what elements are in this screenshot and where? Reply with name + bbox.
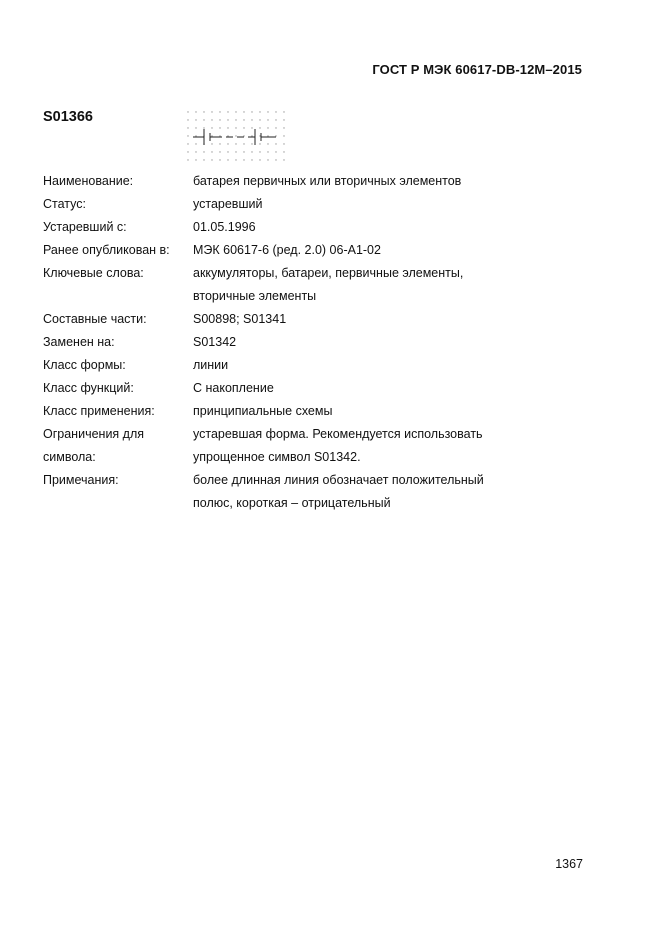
field-value (193, 262, 523, 308)
field-label: Наименование: (43, 174, 134, 188)
field-value-line: упрощенное символ S01342. (193, 450, 361, 464)
info-row (43, 354, 523, 377)
field-value (193, 446, 523, 469)
info-row (43, 170, 523, 193)
info-row (43, 423, 523, 446)
field-label: Класс применения: (43, 404, 155, 418)
info-row (43, 262, 523, 308)
field-value (193, 354, 523, 377)
field-value-line: линии (193, 358, 229, 372)
field-value (193, 469, 523, 515)
field-value-line: C накопление (193, 381, 274, 395)
field-value-line: 01.05.1996 (193, 220, 256, 234)
field-value (193, 170, 523, 193)
field-value (193, 423, 523, 446)
field-label: символа: (43, 450, 96, 464)
info-row (43, 377, 523, 400)
info-row (43, 239, 523, 262)
info-row (43, 469, 523, 515)
field-value-line: принципиальные схемы (193, 404, 333, 418)
field-label: Класс формы: (43, 358, 126, 372)
symbol-info-table (43, 170, 523, 515)
field-label: Статус: (43, 197, 86, 211)
info-row (43, 331, 523, 354)
field-value-line: устаревшая форма. Рекомендуется использовать (193, 427, 483, 441)
field-label: Устаревший с: (43, 220, 127, 234)
page-number: 1367 (555, 857, 583, 871)
field-value-line: более длинная линия обозначает положительный (193, 473, 484, 487)
info-row (43, 308, 523, 331)
info-row (43, 193, 523, 216)
field-value (193, 400, 523, 423)
field-value-line: S01342 (193, 335, 237, 349)
info-row (43, 216, 523, 239)
field-value (193, 216, 523, 239)
field-value (193, 331, 523, 354)
field-value (193, 193, 523, 216)
field-value-line: устаревший (193, 197, 263, 211)
field-label: Ключевые слова: (43, 266, 144, 280)
field-value-line: батарея первичных или вторичных элементов (193, 174, 462, 188)
field-label: Примечания: (43, 473, 119, 487)
field-value (193, 239, 523, 262)
document-standard-header: ГОСТ Р МЭК 60617-DB-12M–2015 (372, 62, 582, 77)
field-value-line: аккумуляторы, батареи, первичные элементы, (193, 266, 464, 280)
field-value-line: полюс, короткая – отрицательный (193, 496, 391, 510)
symbol-code: S01366 (43, 109, 93, 125)
field-value (193, 377, 523, 400)
field-value-line: S00898; S01341 (193, 312, 287, 326)
field-value-line: вторичные элементы (193, 289, 317, 303)
field-label: Ограничения для (43, 427, 145, 441)
battery-symbol-lines (193, 129, 276, 145)
info-row (43, 400, 523, 423)
field-label: Класс функций: (43, 381, 134, 395)
info-row (43, 446, 523, 469)
battery-symbol-icon (184, 108, 294, 166)
symbol-grid (187, 111, 284, 160)
field-label: Ранее опубликован в: (43, 243, 170, 257)
field-value (193, 308, 523, 331)
field-label: Заменен на: (43, 335, 115, 349)
field-value-line: МЭК 60617-6 (ред. 2.0) 06-A1-02 (193, 243, 381, 257)
field-label: Составные части: (43, 312, 147, 326)
